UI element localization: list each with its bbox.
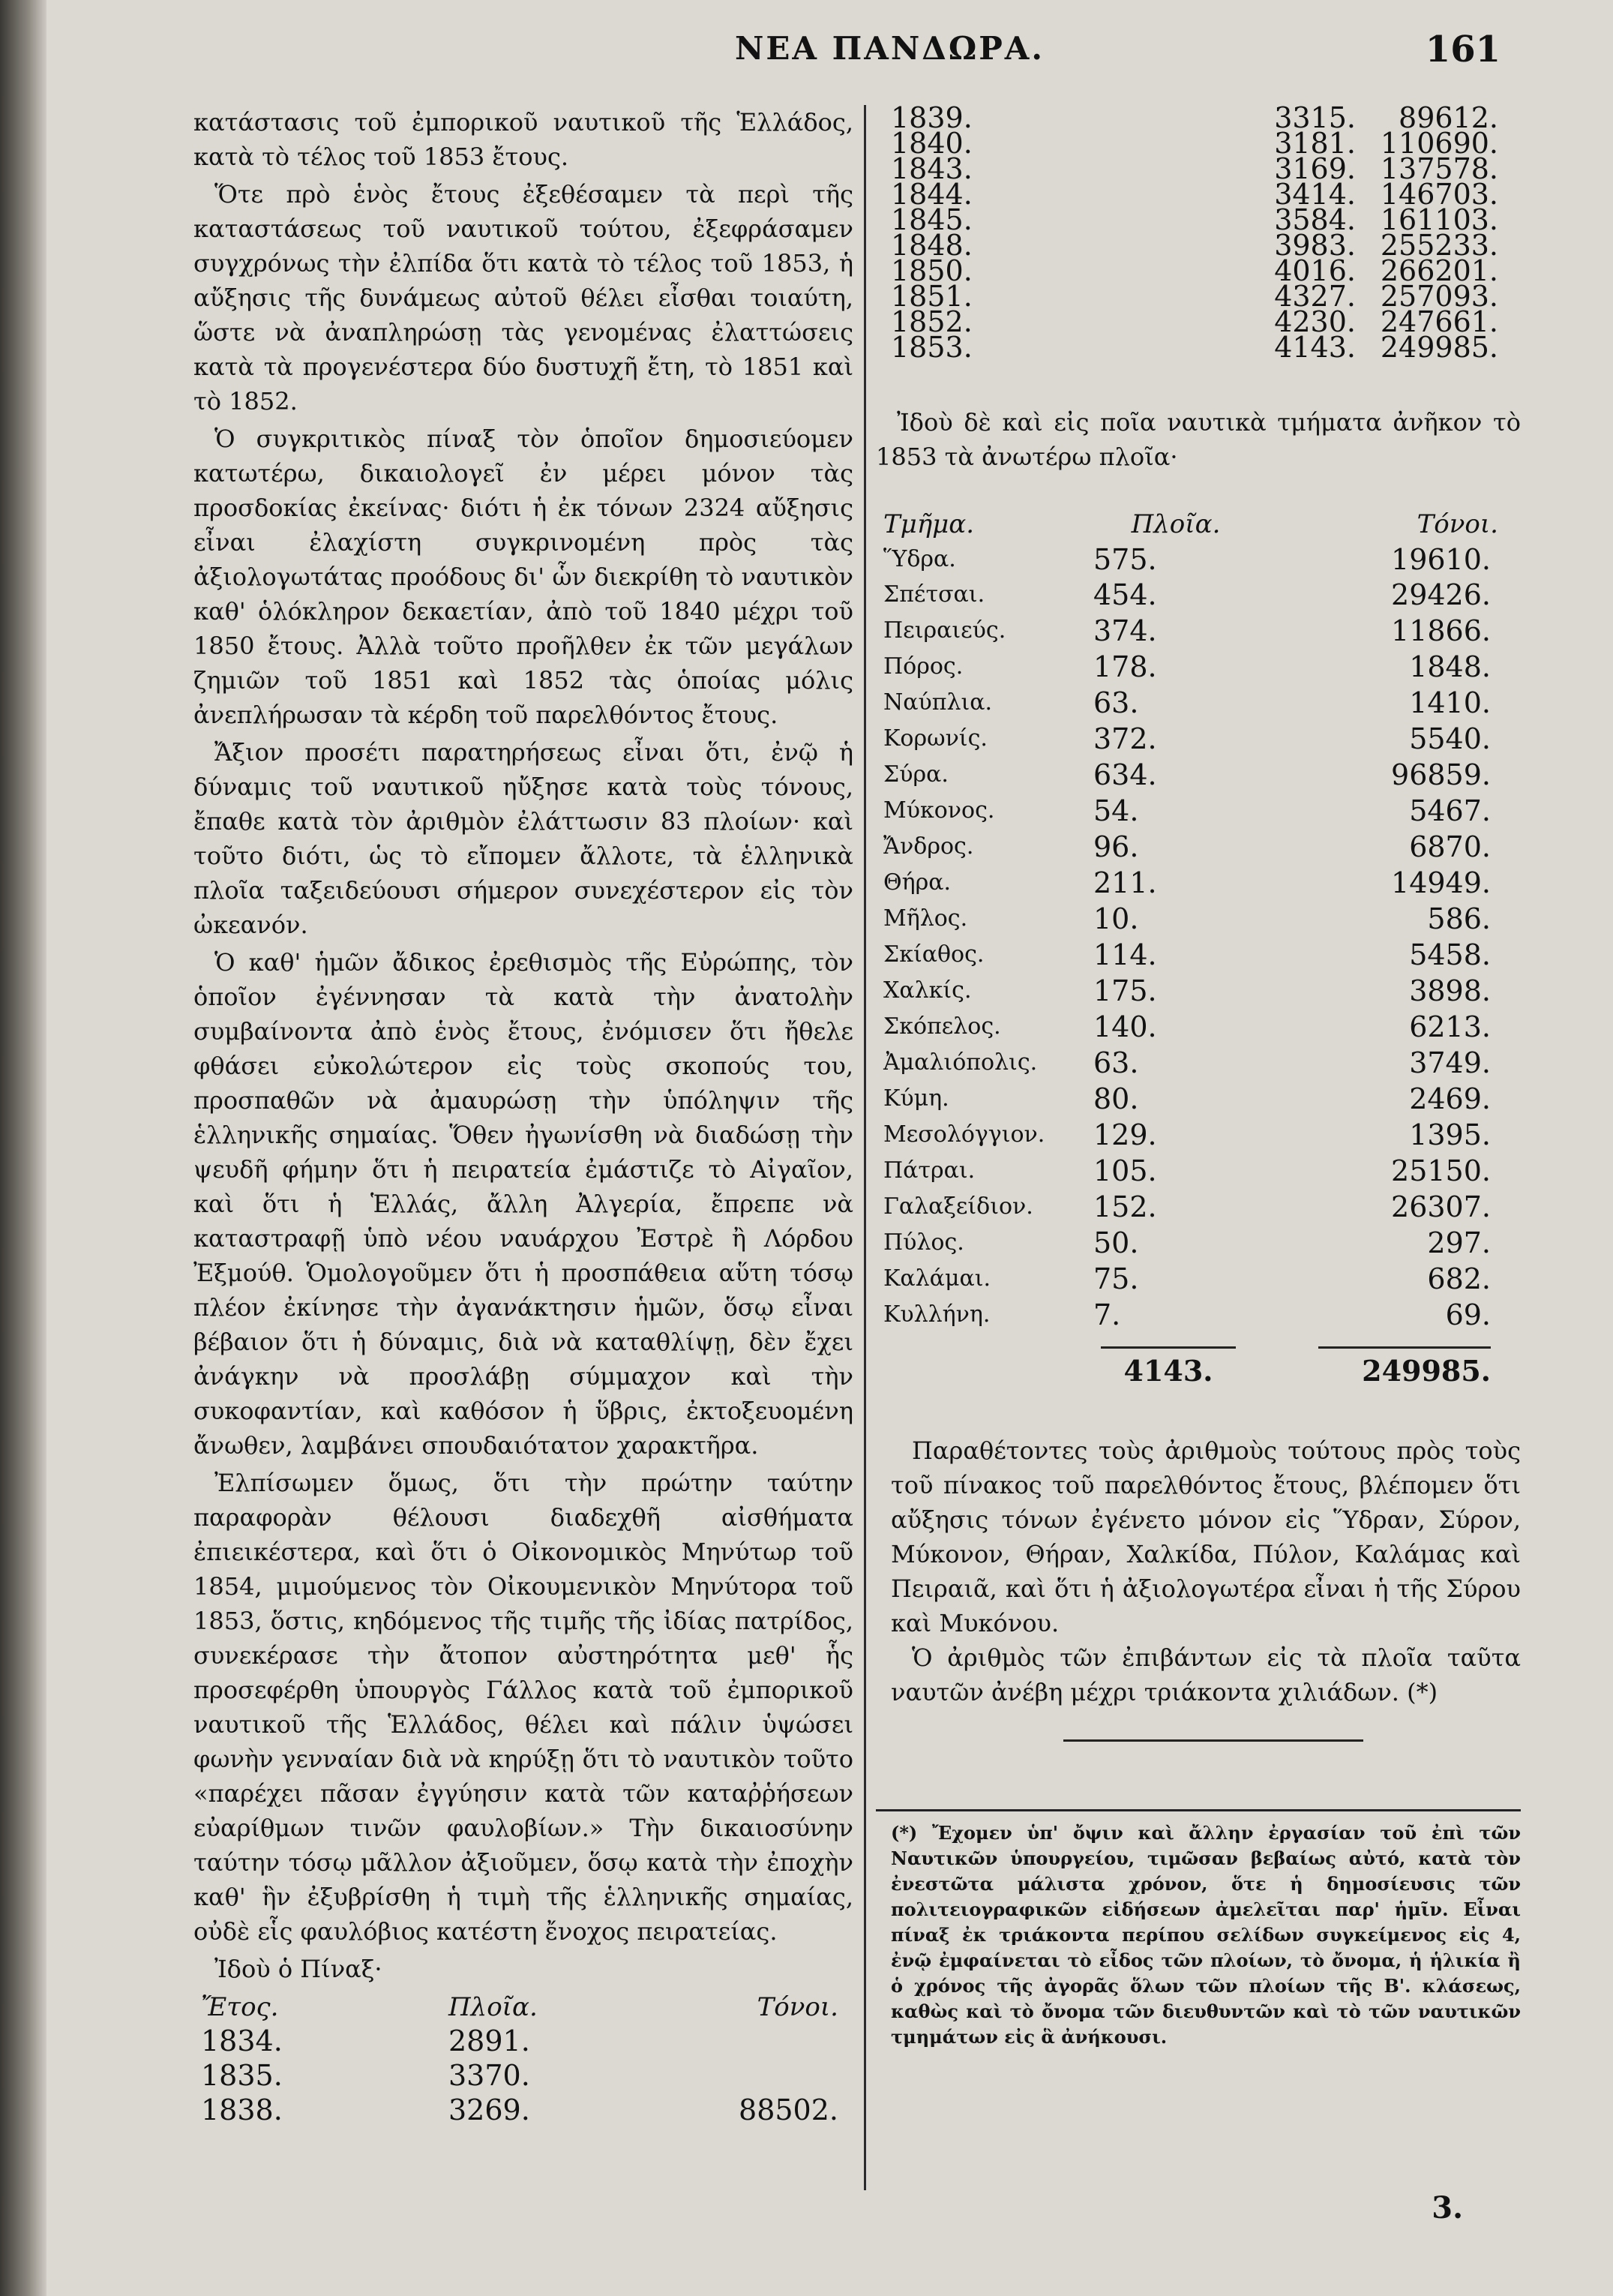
paragraph: Ὅτε πρὸ ἑνὸς ἔτους ἐξεθέσαμεν τὰ περὶ τῆς καταστάσεως τοῦ ναυτικοῦ τούτου, ἐξεφράσαμεν συγχρόνως τὴν ἐλπίδα ὅτι κατὰ τὸ τέλος τοῦ 1853, ἡ αὔξησις τῆς δυνάμεως αὐτοῦ θέλει εἶσθαι τοιαύτη, ὥστε νὰ ἀναπληρώσῃ τὰς γενομένας ἐλαττώσεις κατὰ τὰ προγενέστερα δύο δυστυχῆ ἔτη, τὸ 1851 καὶ τὸ 1852. [193, 180, 853, 416]
cell-year: 1852. [891, 305, 973, 338]
dept-intro-block [876, 405, 1521, 474]
table-row [876, 901, 1521, 937]
cell-year: 1838. [201, 2093, 283, 2126]
cell-dept: Κύμη. [883, 1085, 949, 1112]
table-row [876, 685, 1521, 721]
table-header-year: Ἔτος. [201, 1992, 279, 2022]
cell-dept: Κορωνίς. [883, 725, 988, 752]
signature-mark: 3. [1432, 2190, 1463, 2225]
cell-ships: 634. [1093, 758, 1157, 791]
table-row [876, 1261, 1521, 1297]
table-row [876, 793, 1521, 829]
cell-tons: 5467. [1409, 794, 1491, 827]
cell-tons: 29426. [1391, 578, 1491, 611]
table-row [891, 331, 1521, 364]
cell-tons: 6213. [1409, 1010, 1491, 1043]
cell-year: 1839. [891, 101, 973, 134]
table-row [876, 829, 1521, 865]
cell-ships: 4143. [1274, 331, 1356, 364]
cell-ships: 3584. [1274, 203, 1356, 236]
cell-tons: 26307. [1391, 1190, 1491, 1223]
cell-year: 1835. [201, 2059, 283, 2092]
paragraph: Παραθέτοντες τοὺς ἀριθμοὺς τούτους πρὸς τοὺς τοῦ πίνακος τοῦ παρελθόντος ἔτους, βλέπομεν ὅτι αὔξησις τόνων ἐγένετο μόνον εἰς Ὕδραν, Σύρον, Μύκονον, Θήραν, Χαλκίδα, Πύλον, Καλάμας καὶ Πειραιᾶ, καὶ ὅτι ἡ ἀξιολογωτέρα εἶναι ἡ τῆς Σύρου καὶ Μυκόνου. [891, 1436, 1521, 1637]
paragraph: Ἰδοὺ δὲ καὶ εἰς ποῖα ναυτικὰ τμήματα ἀνῆκον τὸ 1853 τὰ ἀνωτέρω πλοῖα· [876, 408, 1521, 471]
cell-tons: 255233. [1380, 229, 1498, 262]
table-total-row [876, 1346, 1521, 1391]
cell-dept: Χαλκίς. [883, 977, 972, 1004]
dept-table-header [876, 507, 1521, 542]
cell-tons: 11866. [1391, 614, 1491, 647]
cell-ships: 129. [1093, 1118, 1157, 1151]
cell-tons: 1395. [1409, 1118, 1491, 1151]
cell-ships: 2891. [448, 2024, 530, 2057]
table-header-tons: Τόνοι. [757, 1992, 838, 2022]
cell-ships: 54. [1093, 794, 1139, 827]
cell-ships: 50. [1093, 1226, 1139, 1259]
cell-tons [673, 2058, 838, 2093]
cell-year: 1834. [201, 2024, 283, 2057]
cell-dept: Γαλαξείδιον. [883, 1193, 1033, 1220]
cell-ships-total: 4143. [1101, 1346, 1236, 1391]
cell-ships: 372. [1093, 722, 1157, 755]
table-row [876, 649, 1521, 685]
cell-tons: 586. [1427, 902, 1491, 935]
cell-tons: 1848. [1409, 650, 1491, 683]
table-header-tons: Τόνοι. [1417, 509, 1498, 539]
cell-dept: Ἀμαλιόπολις. [883, 1049, 1038, 1076]
cell-ships: 175. [1093, 974, 1157, 1007]
cell-ships: 3169. [1274, 152, 1356, 185]
cell-dept: Ὕδρα. [883, 546, 956, 572]
cell-dept [876, 1346, 1093, 1391]
cell-ships: 80. [1093, 1082, 1139, 1115]
footnote-rule [876, 1809, 1521, 1811]
cell-ships: 3269. [448, 2093, 530, 2126]
cell-dept: Σκόπελος. [883, 1013, 1001, 1040]
cell-tons: 161103. [1380, 203, 1498, 236]
cell-tons: 25150. [1391, 1154, 1491, 1187]
year-table-right [876, 101, 1521, 364]
table-row [876, 577, 1521, 613]
paragraph: Ὁ ἀριθμὸς τῶν ἐπιβάντων εἰς τὰ πλοῖα ταῦτα ναυτῶν ἀνέβη μέχρι τριάκοντα χιλιάδων. (*) [891, 1643, 1521, 1706]
year-table-left [193, 1991, 853, 2127]
cell-tons [673, 2024, 838, 2058]
table-row [876, 542, 1521, 577]
cell-tons: 19610. [1391, 543, 1491, 576]
table-row [876, 937, 1521, 973]
paragraph: Ὁ καθ' ἡμῶν ἄδικος ἐρεθισμὸς τῆς Εὐρώπης, τὸν ὁποῖον ἐγέννησαν τὰ κατὰ τὴν ἀνατολὴν συμβαίνοντα ἀπὸ ἑνὸς ἔτους, ἐνόμισεν ὅτι ἤθελε φθάσει εὐκολώτερον εἰς τοὺς σκοπούς του, προσπαθῶν νὰ ἀμαυρώσῃ τὴν ὑπόληψιν τῆς ἑλληνικῆς σημαίας. Ὅθεν ἠγωνίσθη νὰ διαδώσῃ τὴν ψευδῆ φήμην ὅτι ἡ πειρατεία ἐμάστιζε τὸ Αἰγαῖον, καὶ ὅτι ἡ Ἑλλάς, ἄλλη Ἀλγερία, ἔπρεπε νὰ καταστραφῇ ὑπὸ νέου ναυάρχου Ἐστρὲ ἢ Λόρδου Ἐξμούθ. Ὁμολογοῦμεν ὅτι ἡ προσπάθεια αὕτη τόσῳ πλέον ἐκίνησε τὴν ἀγανάκτησιν ἡμῶν, ὅσῳ εἶναι βέβαιον ὅτι ἡ δύναμις, διὰ νὰ καταθλίψῃ, δὲν ἔχει ἀνάγκην νὰ προσλάβῃ σύμμαχον καὶ τὴν συκοφαντίαν, καὶ καθόσον ἡ ὕβρις, ἐκτοξευομένη ἄνωθεν, λαμβάνει σπουδαιότατον χαρακτῆρα. [193, 948, 853, 1460]
table-header-ships: Πλοῖα. [1131, 509, 1221, 539]
table-row [876, 1117, 1521, 1153]
table-row [876, 757, 1521, 793]
cell-ships: 3370. [448, 2059, 530, 2092]
cell-year: 1850. [891, 254, 973, 287]
cell-year: 1844. [891, 178, 973, 211]
cell-ships: 7. [1093, 1298, 1121, 1331]
cell-ships: 140. [1093, 1010, 1157, 1043]
table-intro: Ἰδοὺ ὁ Πίναξ· [214, 1955, 382, 1983]
cell-year: 1840. [891, 127, 973, 160]
table-row [876, 1153, 1521, 1189]
cell-tons: 146703. [1380, 178, 1498, 211]
cell-dept: Σύρα. [883, 761, 949, 788]
cell-tons: 96859. [1391, 758, 1491, 791]
paragraph: Ὁ συγκριτικὸς πίναξ τὸν ὁποῖον δημοσιεύομεν κατωτέρω, δικαιολογεῖ ἐν μέρει μόνον τὰς προσδοκίας ἐκείνας· διότι ἡ ἐκ τόνων 2324 αὔξησις εἶναι ἐλαχίστη συγκρινομένη πρὸς τὰς ἀξιολογωτάτας προόδους δι' ὧν διεκρίθη τὸ ναυτικὸν καθ' ὁλόκληρον δεκαετίαν, ἀπὸ τοῦ 1840 μέχρι τοῦ 1850 ἔτους. Ἀλλὰ τοῦτο προῆλθεν ἐκ τῶν μεγάλων ζημιῶν τοῦ 1851 καὶ 1852 τὰς ὁποίας μόλις ἀνεπλήρωσαν τὰ κέρδη τοῦ παρελθόντος ἔτους. [193, 425, 853, 729]
cell-dept: Μεσολόγγιον. [883, 1121, 1045, 1148]
cell-dept: Μῆλος. [883, 905, 968, 932]
table-row [876, 1081, 1521, 1117]
cell-tons: 682. [1427, 1262, 1491, 1295]
cell-dept: Πόρος. [883, 653, 964, 680]
column-divider [864, 105, 866, 2190]
cell-ships: 75. [1093, 1262, 1139, 1295]
cell-year: 1845. [891, 203, 973, 236]
cell-tons: 1410. [1409, 686, 1491, 719]
cell-tons: 2469. [1409, 1082, 1491, 1115]
running-header: ΝΕΑ ΠΑΝΔΩΡΑ. [735, 30, 1045, 67]
table-header-dept: Τμῆμα. [883, 509, 975, 539]
cell-dept: Πύλος. [883, 1229, 964, 1256]
cell-tons: 5458. [1409, 938, 1491, 971]
table-row [876, 1045, 1521, 1081]
table-row [876, 1225, 1521, 1261]
paragraph: Ἄξιον προσέτι παρατηρήσεως εἶναι ὅτι, ἐνῷ ἡ δύναμις τοῦ ναυτικοῦ ηὔξησε κατὰ τοὺς τόνους, ἔπαθε κατὰ τὸν ἀριθμὸν ἐλάττωσιν 83 πλοίων· καὶ τοῦτο διότι, ὡς τὸ εἴπομεν ἄλλοτε, τὰ ἑλληνικὰ πλοῖα ταξειδεύουσι σήμερον συνεχέστερον εἰς τὸν ὠκεανόν. [193, 738, 853, 939]
cell-ships: 454. [1093, 578, 1157, 611]
cell-ships: 63. [1093, 1046, 1139, 1079]
cell-dept: Ἄνδρος. [883, 833, 974, 860]
cell-year: 1843. [891, 152, 973, 185]
cell-dept: Πειραιεύς. [883, 617, 1006, 644]
table-row [876, 865, 1521, 901]
paragraph: Ἐλπίσωμεν ὅμως, ὅτι τὴν πρώτην ταύτην παραφορὰν θέλουσι διαδεχθῆ αἰσθήματα ἐπιεικέστερα, καὶ ὅτι ὁ Οἰκονομικὸς Μηνύτωρ τοῦ 1854, μιμούμενος τὸν Οἰκουμενικὸν Μηνύτορα τοῦ 1853, ὅστις, κηδόμενος τῆς τιμῆς τῆς ἰδίας πατρίδος, συνεκέρασε τὴν ἄτοπον αὐστηρότητα μεθ' ἧς προσεφέρθη ὑπουργὸς Γάλλος κατὰ τοῦ ἐμπορικοῦ ναυτικοῦ τῆς Ἑλλάδος, θέλει καὶ πάλιν ὑψώσει φωνὴν γενναίαν διὰ νὰ κηρύξῃ ὅτι τὸ ναυτικὸν τοῦτο «παρέχει πᾶσαν ἐγγύησιν κατὰ τῶν καταῤῥήσεων εὐαρίθμων τινῶν φαυλοβίων.» Τὴν δικαιοσύνην ταύτην τόσῳ μᾶλλον ἀξιοῦμεν, ὅσῳ κατὰ τὴν ἐποχὴν καθ' ἣν ἐξυβρίσθη ἡ τιμὴ τῆς ἑλληνικῆς σημαίας, οὐδὲ εἷς φαυλόβιος κατέστη ἔνοχος πειρατείας. [193, 1469, 853, 1946]
cell-ships: 4230. [1274, 305, 1356, 338]
cell-tons: 6870. [1409, 830, 1491, 863]
cell-tons: 249985. [1380, 331, 1498, 364]
cell-dept: Θήρα. [883, 869, 951, 896]
cell-ships: 152. [1093, 1190, 1157, 1223]
cell-tons: 266201. [1380, 254, 1498, 287]
cell-ships: 96. [1093, 830, 1139, 863]
table-row [876, 973, 1521, 1009]
right-column [876, 101, 1521, 2050]
cell-ships: 4327. [1274, 280, 1356, 313]
cell-tons: 3749. [1409, 1046, 1491, 1079]
cell-dept: Πάτραι. [883, 1157, 976, 1184]
cell-ships: 374. [1093, 614, 1157, 647]
cell-tons: 247661. [1380, 305, 1498, 338]
cell-ships: 178. [1093, 650, 1157, 683]
cell-tons-total: 249985. [1318, 1346, 1491, 1391]
closing-block [876, 1433, 1521, 1709]
cell-year: 1851. [891, 280, 973, 313]
table-row [876, 721, 1521, 757]
cell-dept: Σκίαθος. [883, 941, 985, 968]
cell-tons: 89612. [1399, 101, 1498, 134]
table-row [876, 613, 1521, 649]
cell-tons: 297. [1427, 1226, 1491, 1259]
table-row [876, 1297, 1521, 1333]
section-rule [1063, 1739, 1363, 1742]
cell-ships: 211. [1093, 866, 1157, 899]
cell-dept: Κυλλήνη. [883, 1301, 991, 1328]
footnote: (*) Ἔχομεν ὑπ' ὄψιν καὶ ἄλλην ἐργασίαν τοῦ ἐπὶ τῶν Ναυτικῶν ὑπουργείου, τιμῶσαν βεβαίως αὐτό, κατὰ τὸν ἐνεστῶτα μάλιστα χρόνον, ὅτε ἡ δημοσίευσις τῶν πολιτειογραφικῶν εἰδήσεων ἀμελεῖται παρ' ἡμῖν. Εἶναι πίναξ ἐκ τριάκοντα περίπου σελίδων συγκείμενος εἰς 4, ἐνῷ ἐμφαίνεται τὸ εἶδος τῶν πλοίων, τὸ ὄνομα, ἡ ἡλικία ἢ ὁ χρόνος τῆς ἀγορᾶς ὅλων τῶν πλοίων τῆς Β'. κλάσεως, καθὼς καὶ τὸ ὄνομα τῶν διευθυντῶν καὶ τὸ τῶν ναυτικῶν τμημάτων εἰς ἃ ἀνήκουσι. [891, 1822, 1521, 2048]
cell-ships: 114. [1093, 938, 1157, 971]
cell-ships: 10. [1093, 902, 1139, 935]
cell-dept: Μύκονος. [883, 797, 995, 824]
cell-tons: 5540. [1409, 722, 1491, 755]
cell-dept: Σπέτσαι. [883, 581, 985, 608]
cell-tons: 69. [1445, 1298, 1491, 1331]
table-row [193, 2024, 853, 2058]
page-number: 161 [1425, 29, 1501, 71]
table-row [193, 2058, 853, 2093]
table-row [876, 1189, 1521, 1225]
cell-tons: 110690. [1380, 127, 1498, 160]
cell-ships: 3181. [1274, 127, 1356, 160]
cell-ships: 105. [1093, 1154, 1157, 1187]
cell-tons: 14949. [1391, 866, 1491, 899]
cell-ships: 3414. [1274, 178, 1356, 211]
cell-tons: 257093. [1380, 280, 1498, 313]
cell-ships: 3983. [1274, 229, 1356, 262]
table-header-ships: Πλοῖα. [448, 1992, 538, 2022]
cell-ships: 4016. [1274, 254, 1356, 287]
cell-ships: 575. [1093, 543, 1157, 576]
cell-tons: 137578. [1380, 152, 1498, 185]
cell-tons: 3898. [1409, 974, 1491, 1007]
cell-year: 1848. [891, 229, 973, 262]
left-column [193, 105, 853, 2127]
cell-year: 1853. [891, 331, 973, 364]
cell-dept: Καλάμαι. [883, 1265, 991, 1292]
cell-dept: Ναύπλια. [883, 689, 993, 716]
cell-tons: 88502. [739, 2093, 838, 2126]
cell-ships: 3315. [1274, 101, 1356, 134]
cell-ships: 63. [1093, 686, 1139, 719]
dept-table [876, 507, 1521, 1391]
table-row [876, 1009, 1521, 1045]
table-row [193, 2093, 853, 2127]
paragraph: κατάστασις τοῦ ἐμπορικοῦ ναυτικοῦ τῆς Ἑλλάδος, κατὰ τὸ τέλος τοῦ 1853 ἔτους. [193, 108, 853, 171]
book-gutter [0, 0, 46, 2296]
